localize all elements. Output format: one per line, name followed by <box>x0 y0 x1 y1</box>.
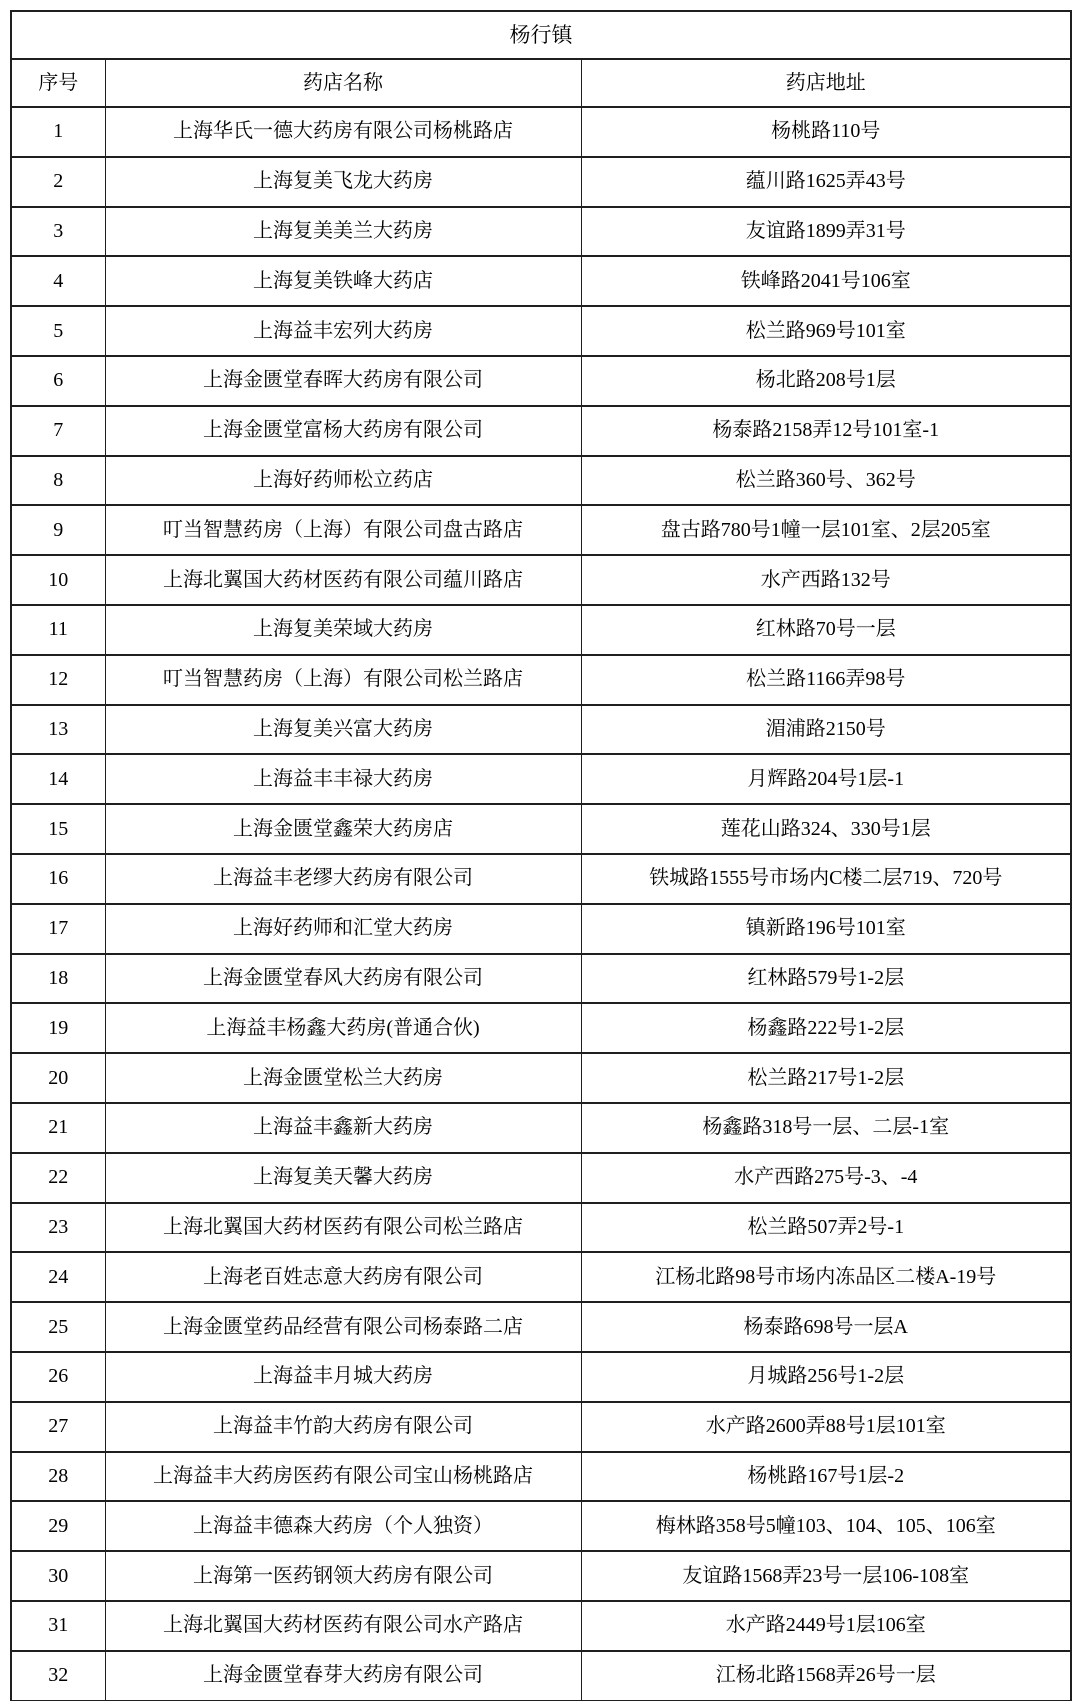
pharmacy-address-cell: 松兰路217号1-2层 <box>581 1053 1071 1103</box>
row-number-cell: 26 <box>11 1352 105 1402</box>
table-row <box>11 655 1071 705</box>
pharmacy-address-cell: 江杨北路1568弄26号一层 <box>581 1651 1071 1701</box>
pharmacy-name-cell: 上海复美铁峰大药店 <box>105 256 581 306</box>
pharmacy-address-cell: 蕴川路1625弄43号 <box>581 157 1071 207</box>
pharmacy-name-cell: 上海益丰宏列大药房 <box>105 306 581 356</box>
pharmacy-address-cell: 江杨北路98号市场内冻品区二楼A-19号 <box>581 1252 1071 1302</box>
table-row <box>11 954 1071 1004</box>
table-row <box>11 754 1071 804</box>
table-row <box>11 555 1071 605</box>
pharmacy-address-cell: 铁峰路2041号106室 <box>581 256 1071 306</box>
pharmacy-address-cell: 湄浦路2150号 <box>581 705 1071 755</box>
pharmacy-address-cell: 月辉路204号1层-1 <box>581 754 1071 804</box>
column-header-no: 序号 <box>11 59 105 107</box>
pharmacy-address-cell: 杨鑫路222号1-2层 <box>581 1003 1071 1053</box>
pharmacy-table <box>10 10 1072 1701</box>
row-number-cell: 12 <box>11 655 105 705</box>
table-row <box>11 306 1071 356</box>
row-number-cell: 21 <box>11 1103 105 1153</box>
table-row <box>11 1402 1071 1452</box>
table-row <box>11 605 1071 655</box>
pharmacy-address-cell: 水产路2600弄88号1层101室 <box>581 1402 1071 1452</box>
pharmacy-address-cell: 杨鑫路318号一层、二层-1室 <box>581 1103 1071 1153</box>
pharmacy-address-cell: 友谊路1568弄23号一层106-108室 <box>581 1551 1071 1601</box>
pharmacy-name-cell: 上海益丰丰禄大药房 <box>105 754 581 804</box>
table-body <box>11 107 1071 1701</box>
row-number-cell: 20 <box>11 1053 105 1103</box>
pharmacy-name-cell: 上海北翼国大药材医药有限公司松兰路店 <box>105 1203 581 1253</box>
pharmacy-address-cell: 松兰路360号、362号 <box>581 456 1071 506</box>
pharmacy-address-cell: 梅林路358号5幢103、104、105、106室 <box>581 1501 1071 1551</box>
pharmacy-address-cell: 杨北路208号1层 <box>581 356 1071 406</box>
row-number-cell: 4 <box>11 256 105 306</box>
table-title-row <box>11 11 1071 59</box>
row-number-cell: 23 <box>11 1203 105 1253</box>
pharmacy-address-cell: 友谊路1899弄31号 <box>581 207 1071 257</box>
table-row <box>11 157 1071 207</box>
row-number-cell: 9 <box>11 505 105 555</box>
pharmacy-address-cell: 松兰路969号101室 <box>581 306 1071 356</box>
table-row <box>11 1501 1071 1551</box>
table-row <box>11 705 1071 755</box>
pharmacy-name-cell: 上海金匮堂富杨大药房有限公司 <box>105 406 581 456</box>
table-row <box>11 1352 1071 1402</box>
row-number-cell: 29 <box>11 1501 105 1551</box>
table-row <box>11 1252 1071 1302</box>
row-number-cell: 6 <box>11 356 105 406</box>
pharmacy-address-cell: 杨泰路2158弄12号101室-1 <box>581 406 1071 456</box>
pharmacy-name-cell: 上海好药师松立药店 <box>105 456 581 506</box>
row-number-cell: 25 <box>11 1302 105 1352</box>
pharmacy-name-cell: 上海北翼国大药材医药有限公司水产路店 <box>105 1601 581 1651</box>
row-number-cell: 13 <box>11 705 105 755</box>
pharmacy-name-cell: 上海北翼国大药材医药有限公司蕴川路店 <box>105 555 581 605</box>
pharmacy-name-cell: 上海金匮堂松兰大药房 <box>105 1053 581 1103</box>
table-row <box>11 1651 1071 1701</box>
pharmacy-address-cell: 松兰路507弄2号-1 <box>581 1203 1071 1253</box>
pharmacy-name-cell: 上海益丰鑫新大药房 <box>105 1103 581 1153</box>
pharmacy-name-cell: 上海复美荣域大药房 <box>105 605 581 655</box>
pharmacy-name-cell: 上海益丰大药房医药有限公司宝山杨桃路店 <box>105 1452 581 1502</box>
pharmacy-name-cell: 上海金匮堂春晖大药房有限公司 <box>105 356 581 406</box>
pharmacy-name-cell: 上海金匮堂春芽大药房有限公司 <box>105 1651 581 1701</box>
row-number-cell: 18 <box>11 954 105 1004</box>
pharmacy-name-cell: 上海复美天馨大药房 <box>105 1153 581 1203</box>
column-header-name: 药店名称 <box>105 59 581 107</box>
row-number-cell: 28 <box>11 1452 105 1502</box>
table-row <box>11 804 1071 854</box>
table-row <box>11 1103 1071 1153</box>
row-number-cell: 10 <box>11 555 105 605</box>
table-row <box>11 256 1071 306</box>
table-row <box>11 1452 1071 1502</box>
pharmacy-address-cell: 杨桃路110号 <box>581 107 1071 157</box>
row-number-cell: 30 <box>11 1551 105 1601</box>
pharmacy-name-cell: 上海益丰竹韵大药房有限公司 <box>105 1402 581 1452</box>
pharmacy-address-cell: 月城路256号1-2层 <box>581 1352 1071 1402</box>
pharmacy-name-cell: 上海老百姓志意大药房有限公司 <box>105 1252 581 1302</box>
pharmacy-address-cell: 水产西路275号-3、-4 <box>581 1153 1071 1203</box>
table-row <box>11 1203 1071 1253</box>
table-row <box>11 1302 1071 1352</box>
table-row <box>11 1153 1071 1203</box>
row-number-cell: 5 <box>11 306 105 356</box>
table-row <box>11 1601 1071 1651</box>
column-header-address: 药店地址 <box>581 59 1071 107</box>
row-number-cell: 15 <box>11 804 105 854</box>
row-number-cell: 8 <box>11 456 105 506</box>
table-row <box>11 904 1071 954</box>
pharmacy-name-cell: 上海复美兴富大药房 <box>105 705 581 755</box>
pharmacy-name-cell: 上海金匮堂春风大药房有限公司 <box>105 954 581 1004</box>
row-number-cell: 17 <box>11 904 105 954</box>
pharmacy-address-cell: 杨泰路698号一层A <box>581 1302 1071 1352</box>
pharmacy-address-cell: 杨桃路167号1层-2 <box>581 1452 1071 1502</box>
pharmacy-address-cell: 镇新路196号101室 <box>581 904 1071 954</box>
row-number-cell: 7 <box>11 406 105 456</box>
pharmacy-name-cell: 上海复美美兰大药房 <box>105 207 581 257</box>
pharmacy-address-cell: 莲花山路324、330号1层 <box>581 804 1071 854</box>
pharmacy-address-cell: 红林路70号一层 <box>581 605 1071 655</box>
table-row <box>11 456 1071 506</box>
table-row <box>11 505 1071 555</box>
row-number-cell: 27 <box>11 1402 105 1452</box>
pharmacy-name-cell: 上海益丰德森大药房（个人独资） <box>105 1501 581 1551</box>
pharmacy-address-cell: 铁城路1555号市场内C楼二层719、720号 <box>581 854 1071 904</box>
row-number-cell: 2 <box>11 157 105 207</box>
table-row <box>11 107 1071 157</box>
pharmacy-name-cell: 上海金匮堂鑫荣大药房店 <box>105 804 581 854</box>
pharmacy-name-cell: 上海复美飞龙大药房 <box>105 157 581 207</box>
pharmacy-name-cell: 上海第一医药钢领大药房有限公司 <box>105 1551 581 1601</box>
pharmacy-name-cell: 上海金匮堂药品经营有限公司杨泰路二店 <box>105 1302 581 1352</box>
pharmacy-address-cell: 红林路579号1-2层 <box>581 954 1071 1004</box>
pharmacy-name-cell: 上海好药师和汇堂大药房 <box>105 904 581 954</box>
row-number-cell: 3 <box>11 207 105 257</box>
table-row <box>11 207 1071 257</box>
pharmacy-address-cell: 松兰路1166弄98号 <box>581 655 1071 705</box>
table-row <box>11 1551 1071 1601</box>
row-number-cell: 11 <box>11 605 105 655</box>
pharmacy-name-cell: 上海益丰月城大药房 <box>105 1352 581 1402</box>
table-row <box>11 406 1071 456</box>
table-row <box>11 1053 1071 1103</box>
table-title: 杨行镇 <box>11 11 1071 59</box>
table-row <box>11 1003 1071 1053</box>
pharmacy-name-cell: 上海益丰杨鑫大药房(普通合伙) <box>105 1003 581 1053</box>
pharmacy-address-cell: 盘古路780号1幢一层101室、2层205室 <box>581 505 1071 555</box>
row-number-cell: 22 <box>11 1153 105 1203</box>
row-number-cell: 1 <box>11 107 105 157</box>
table-header-row <box>11 59 1071 107</box>
pharmacy-name-cell: 叮当智慧药房（上海）有限公司盘古路店 <box>105 505 581 555</box>
row-number-cell: 14 <box>11 754 105 804</box>
pharmacy-address-cell: 水产西路132号 <box>581 555 1071 605</box>
row-number-cell: 24 <box>11 1252 105 1302</box>
row-number-cell: 16 <box>11 854 105 904</box>
row-number-cell: 19 <box>11 1003 105 1053</box>
row-number-cell: 31 <box>11 1601 105 1651</box>
table-row <box>11 854 1071 904</box>
pharmacy-name-cell: 上海华氏一德大药房有限公司杨桃路店 <box>105 107 581 157</box>
row-number-cell: 32 <box>11 1651 105 1701</box>
pharmacy-name-cell: 叮当智慧药房（上海）有限公司松兰路店 <box>105 655 581 705</box>
table-row <box>11 356 1071 406</box>
pharmacy-name-cell: 上海益丰老缪大药房有限公司 <box>105 854 581 904</box>
pharmacy-address-cell: 水产路2449号1层106室 <box>581 1601 1071 1651</box>
